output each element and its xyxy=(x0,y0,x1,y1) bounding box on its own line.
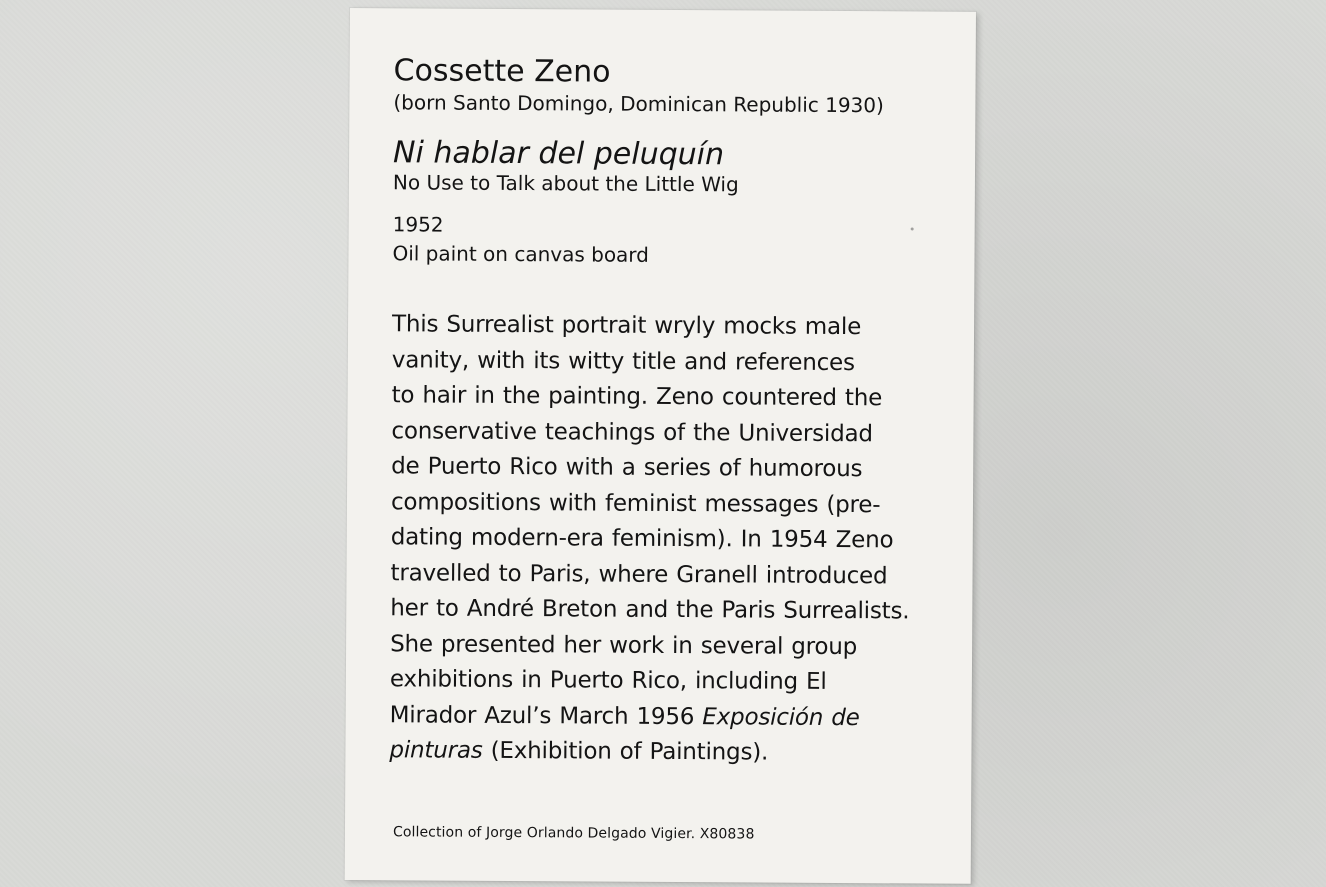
description-line: She presented her work in several group xyxy=(390,630,858,660)
description-text: Mirador Azul’s March 1956 xyxy=(389,701,703,730)
artwork-date: 1952 xyxy=(392,212,444,237)
description-line: compositions with feminist messages (pre- xyxy=(390,488,881,518)
description-line: de Puerto Rico with a series of humorous xyxy=(391,453,863,483)
artwork-description xyxy=(389,307,952,772)
artwork-title-translation: No Use to Talk about the Little Wig xyxy=(392,170,739,197)
description-line: dating modern-era feminism). In 1954 Zeno xyxy=(390,524,894,554)
artist-name: Cossette Zeno xyxy=(393,53,611,90)
artwork-title: Ni hablar del peluquín xyxy=(393,135,725,173)
description-line: conservative teachings of the Universidad xyxy=(391,417,873,447)
description-line-final xyxy=(389,733,949,772)
description-line: vanity, with its witty title and references xyxy=(391,346,855,376)
exhibition-title-italic-cont: pinturas xyxy=(389,737,483,764)
museum-wall-label xyxy=(345,8,976,884)
description-line: This Surrealist portrait wryly mocks male xyxy=(391,311,862,341)
exhibition-title-italic: Exposición de xyxy=(702,703,860,731)
label-content xyxy=(389,54,953,772)
artwork-medium: Oil paint on canvas board xyxy=(392,241,649,267)
collection-credit: Collection of Jorge Orlando Delgado Vigier. X80838 xyxy=(392,824,755,843)
description-line-exhibition xyxy=(390,698,950,737)
description-line: travelled to Paris, where Granell introduced xyxy=(390,559,888,589)
description-line: exhibitions in Puerto Rico, including El xyxy=(389,666,827,695)
artist-birth-info: (born Santo Domingo, Dominican Republic 1930) xyxy=(393,90,884,118)
description-line: to hair in the painting. Zeno countered the xyxy=(391,382,883,412)
description-line: her to André Breton and the Paris Surrealists. xyxy=(390,595,910,625)
description-text: (Exhibition of Paintings). xyxy=(482,737,769,766)
